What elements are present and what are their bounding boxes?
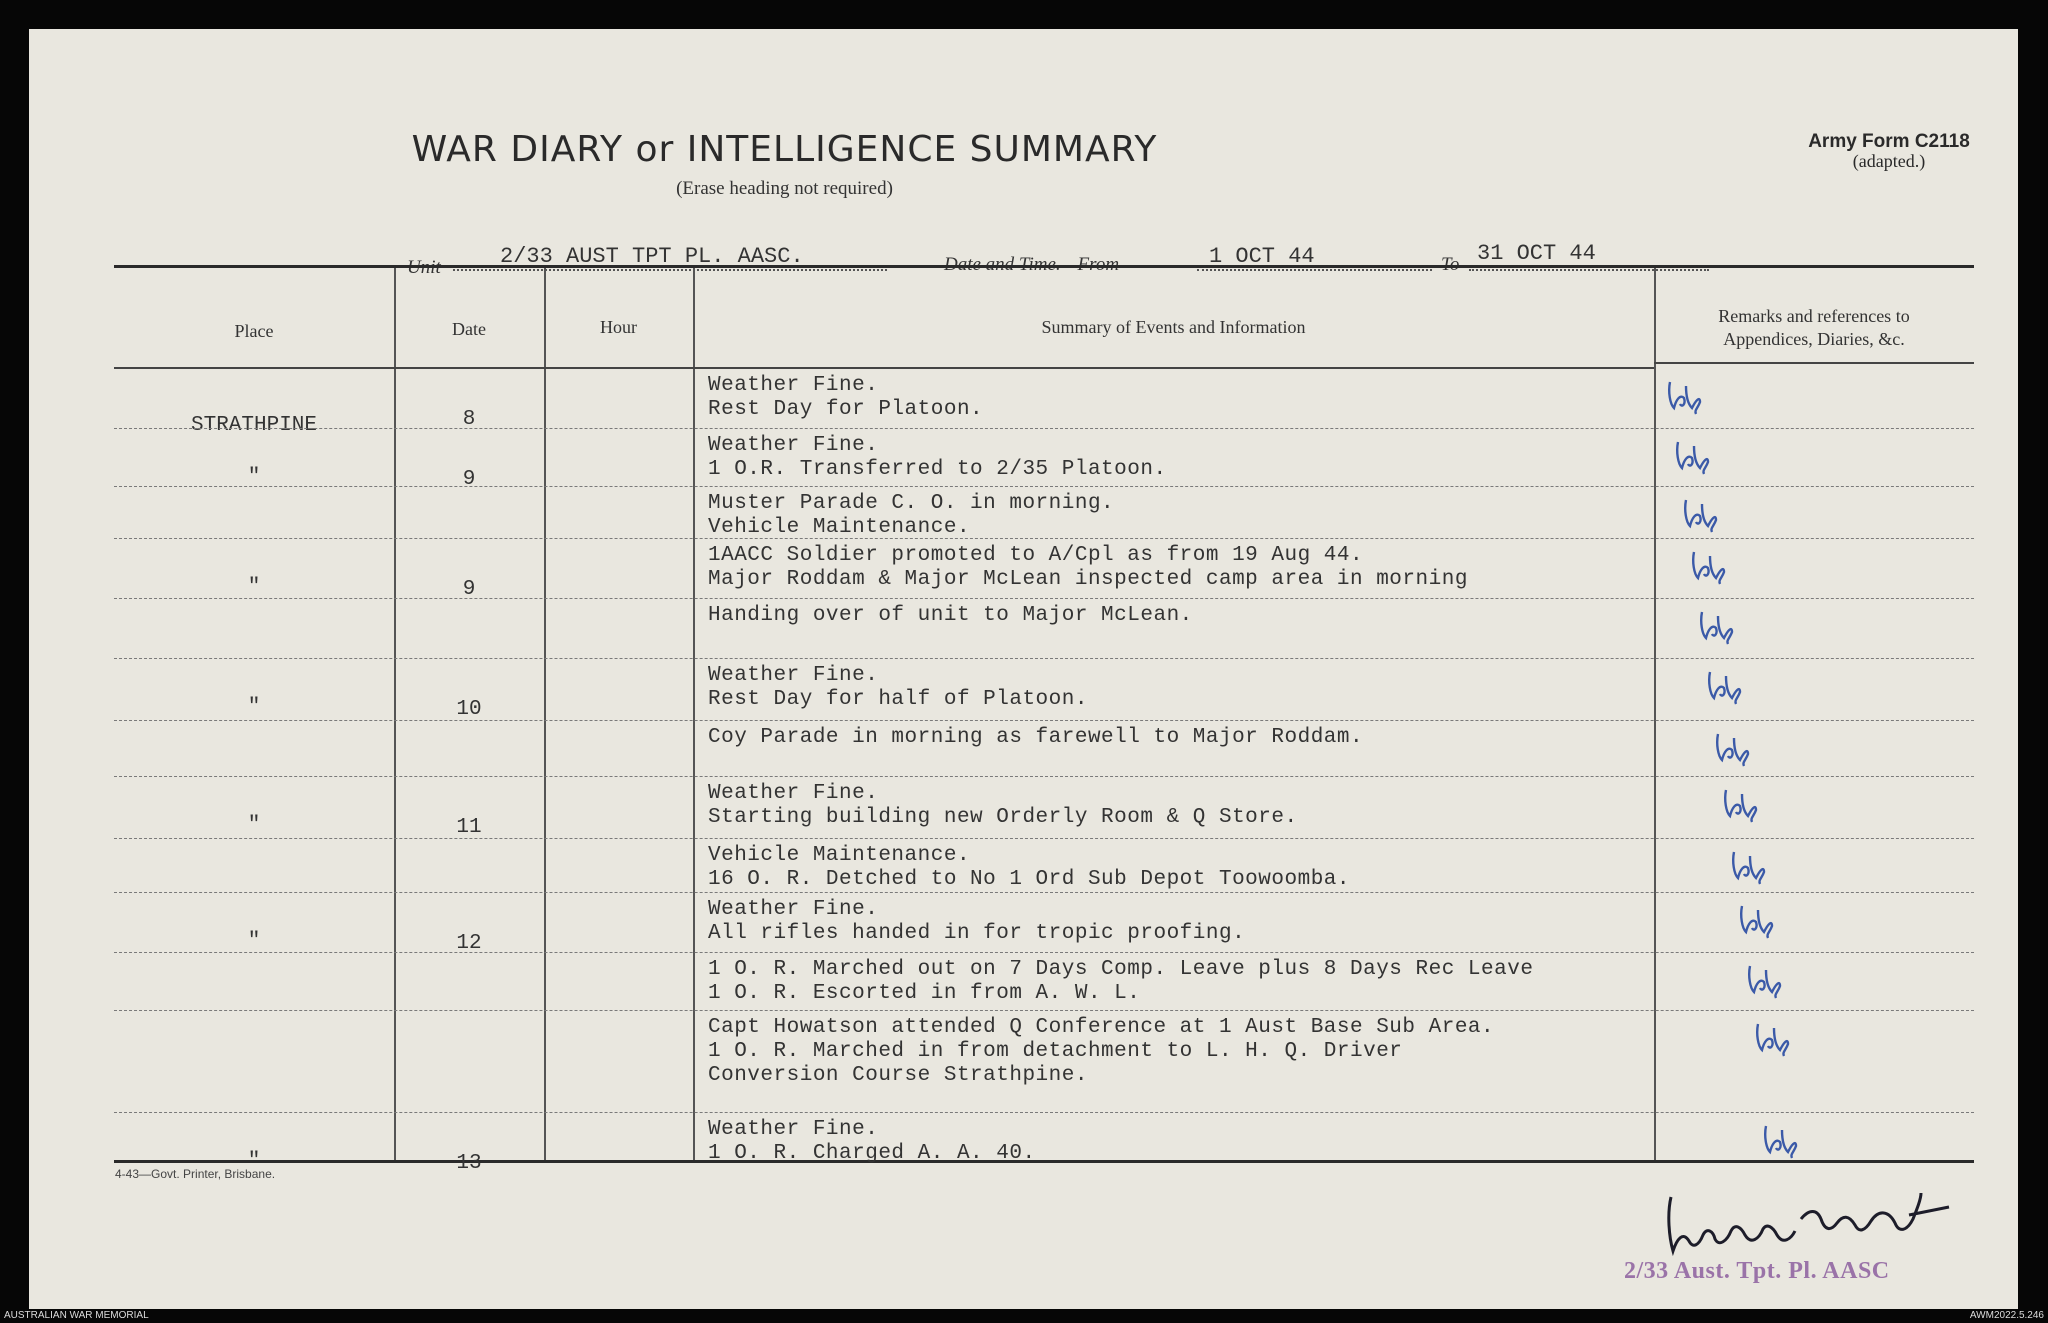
initials-mark [1674,438,1714,476]
printer-note: 4-43—Govt. Printer, Brisbane. [115,1167,276,1181]
col-date: Date [452,319,486,339]
event-line: Handing over of unit to Major McLean. [708,604,1193,627]
date-to: 31 OCT 44 [1477,241,1596,266]
place-cell: " [247,1150,261,1173]
event-line: Coy Parade in morning as farewell to Major Roddam. [708,726,1364,749]
col-hour: Hour [600,317,637,337]
initials-mark [1762,1122,1802,1160]
place-cell: " [247,466,261,489]
event-line: Rest Day for half of Platoon. [708,688,1088,711]
row-separator [114,486,1974,487]
date-cell: 11 [456,816,482,839]
col-summary: Summary of Events and Information [1041,317,1306,337]
archive-name: AUSTRALIAN WAR MEMORIAL [4,1310,149,1321]
initials-mark [1666,378,1706,416]
event-line: Weather Fine. [708,898,879,921]
event-line: Vehicle Maintenance. [708,844,971,867]
row-separator [114,892,1974,893]
place-cell: " [247,576,261,599]
event-line: Weather Fine. [708,782,879,805]
date-cell: 9 [462,468,476,491]
row-separator [114,598,1974,599]
archive-id: AWM2022.5.246 [1969,1310,2044,1321]
page-title: WAR DIARY or INTELLIGENCE SUMMARY [411,129,1158,170]
form-note: (adapted.) [1852,150,1926,171]
date-cell: 13 [456,1152,482,1175]
event-line: 1 O.R. Transferred to 2/35 Platoon. [708,458,1167,481]
event-line: Rest Day for Platoon. [708,398,984,421]
event-line: Vehicle Maintenance. [708,516,971,539]
date-cell: 12 [456,932,482,955]
row-separator [114,658,1974,659]
army-form-number [1769,132,2009,171]
unit-label: Unit [407,257,441,278]
archive-bar [0,1309,2048,1323]
event-line: Starting building new Orderly Room & Q Store. [708,806,1298,829]
col-place: Place [234,321,274,341]
row-separator [114,838,1974,839]
row-separator [114,1112,1974,1113]
date-from: 1 OCT 44 [1209,244,1315,269]
event-line: Weather Fine. [708,434,879,457]
event-line: Weather Fine. [708,664,879,687]
unit-value: 2/33 AUST TPT PL. AASC. [500,244,804,269]
place-cell: " [247,930,261,953]
place-cell: " [247,814,261,837]
event-line: 16 O. R. Detched to No 1 Ord Sub Depot Toowoomba. [708,868,1351,891]
event-line: All rifles handed in for tropic proofing. [708,922,1246,945]
row-separator [114,538,1974,539]
form-number: Army Form C2118 [1808,131,1970,152]
event-line: Major Roddam & Major McLean inspected camp area in morning [708,568,1468,591]
initials-mark [1730,848,1770,886]
initials-mark [1722,786,1762,824]
row-separator [114,720,1974,721]
date-label: Date and Time.—From [944,254,1120,275]
col-remarks [1654,305,1974,350]
event-line: 1 O. R. Charged A. A. 40. [708,1142,1036,1165]
unit-stamp: 2/33 Aust. Tpt. Pl. AASC [1624,1258,1890,1284]
row-separator [114,776,1974,777]
initials-mark [1738,902,1778,940]
event-line: 1AACC Soldier promoted to A/Cpl as from 19 Aug 44. [708,544,1364,567]
event-line: Conversion Course Strathpine. [708,1064,1088,1087]
col-remarks-line2: Appendices, Diaries, &c. [1723,328,1905,349]
initials-mark [1714,730,1754,768]
event-line: Weather Fine. [708,374,879,397]
to-label: To [1441,254,1460,275]
initials-mark [1746,962,1786,1000]
event-line: Muster Parade C. O. in morning. [708,492,1115,515]
diary-sheet [29,29,2018,1309]
event-line: Weather Fine. [708,1118,879,1141]
initials-mark [1754,1020,1794,1058]
initials-mark [1706,668,1746,706]
event-line: Capt Howatson attended Q Conference at 1 Aust Base Sub Area. [708,1016,1495,1039]
initials-mark [1698,608,1738,646]
row-separator [114,1010,1974,1011]
col-remarks-line1: Remarks and references to [1718,306,1910,326]
date-cell: 10 [456,698,482,721]
event-line: 1 O. R. Escorted in from A. W. L. [708,982,1141,1005]
event-line: 1 O. R. Marched out on 7 Days Comp. Leave plus 8 Days Rec Leave [708,958,1534,981]
initials-mark [1682,496,1722,534]
initials-mark [1690,548,1730,586]
row-separator [114,952,1974,953]
date-cell: 8 [462,408,476,431]
place-cell: " [247,696,261,719]
page-subtitle: (Erase heading not required) [676,178,893,199]
event-line: 1 O. R. Marched in from detachment to L. H. Q. Driver [708,1040,1403,1063]
date-cell: 9 [462,578,476,601]
place-cell: STRATHPINE [190,414,318,437]
row-separator [114,428,1974,429]
